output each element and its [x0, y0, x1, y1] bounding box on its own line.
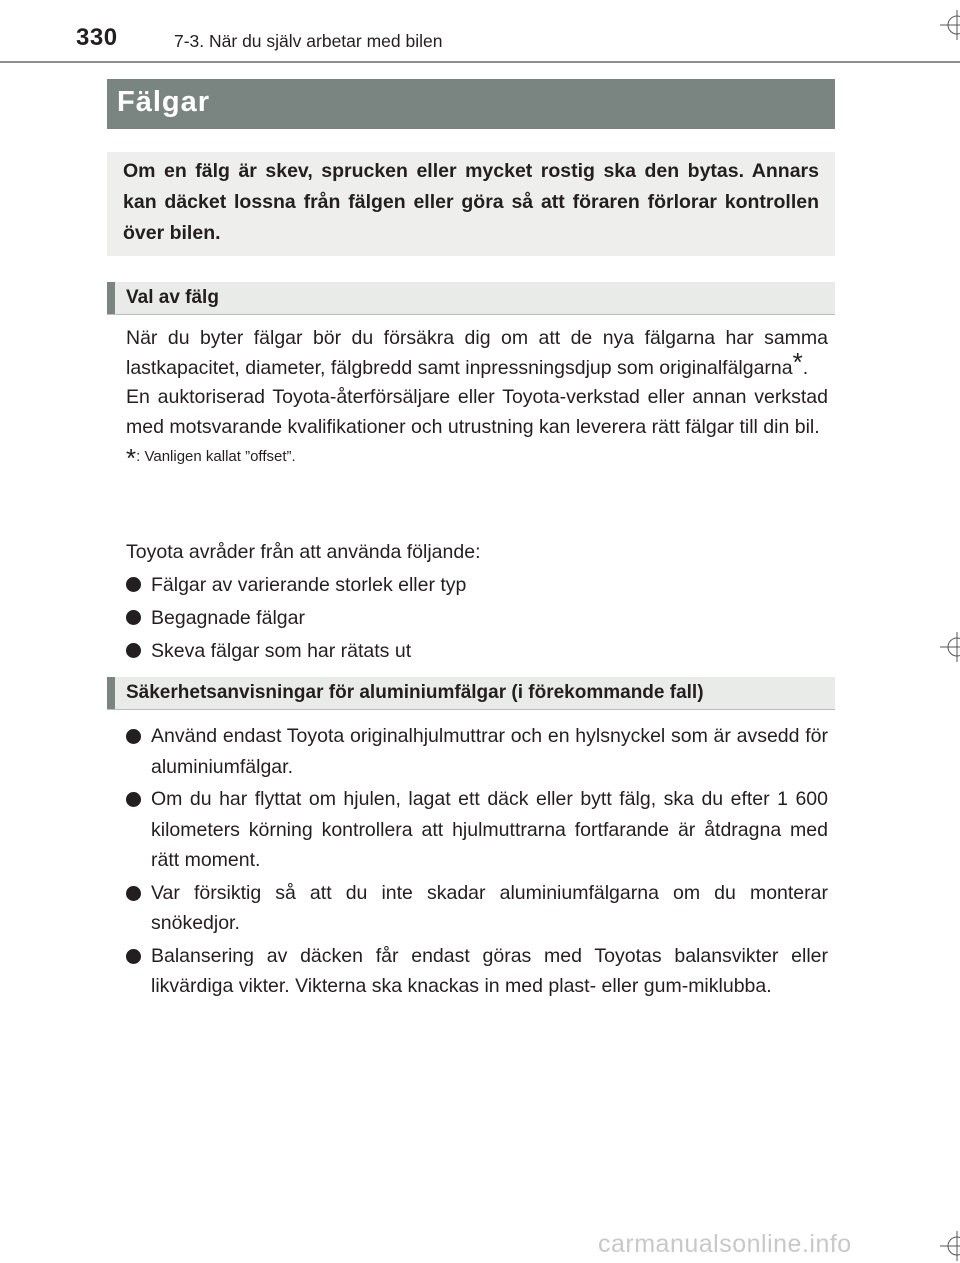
paragraph-end: .: [802, 356, 809, 379]
list-intro: Toyota avråder från att använda följande:: [126, 541, 481, 563]
bullet-icon: [126, 610, 141, 625]
list-item-text: Var försiktig så att du inte skadar aluminiumfälgarna om du monterar snökedjor.: [151, 881, 828, 934]
title-bar: [107, 79, 835, 129]
section-heading-bar: [107, 282, 835, 315]
bullet-icon: [126, 729, 141, 744]
list-item: [126, 941, 828, 1002]
list-item: [126, 721, 828, 782]
section-heading: Val av fälg: [126, 287, 219, 308]
footnote: [126, 442, 828, 473]
section2-body: [126, 721, 828, 1002]
footnote-text: : Vanligen kallat ”offset”.: [136, 448, 296, 465]
bullet-list: [126, 569, 828, 668]
paragraph: [126, 324, 828, 383]
list-item: [126, 784, 828, 876]
list-item-text: Skeva fälgar som har rätats ut: [151, 640, 412, 662]
warning-text: Om en fälg är skev, sprucken eller mycket rostig ska den bytas. Annars kan däcket lossna från fälgen eller göra så att föraren förlorar kontrollen över bilen.: [123, 160, 819, 244]
warning-box: [107, 152, 835, 256]
list-item: [126, 878, 828, 939]
bullet-icon: [126, 949, 141, 964]
paragraph: En auktoriserad Toyota-återförsäljare eller Toyota-verkstad eller annan verkstad med motsvarande kvalifikationer och utrustning kan leverera rätt fälgar till din bil.: [126, 386, 828, 438]
watermark: carmanualsonline.info: [598, 1230, 852, 1258]
list-item-text: Begagnade fälgar: [151, 607, 305, 629]
bullet-icon: [126, 643, 141, 658]
list-item-text: Balansering av däcken får endast göras med Toyotas balansvikter eller likvärdiga vikter. Vikterna ska knackas in med plast- eller gum-miklubba.: [151, 944, 828, 997]
list-item-text: Använd endast Toyota originalhjulmuttrar och en hylsnyckel som är avsedd för aluminiumfälgar.: [151, 725, 828, 778]
list-item-text: Fälgar av varierande storlek eller typ: [151, 574, 467, 596]
page-number: 330: [76, 24, 118, 51]
bullet-list: [126, 721, 828, 1002]
footnote-marker: *: [792, 346, 803, 377]
crop-mark-icon: [940, 8, 960, 42]
paragraph-text: När du byter fälgar bör du försäkra dig om att de nya fälgarna har samma lastkapacitet, diameter, fälgbredd samt inpressningsdjup som originalfälgarna: [126, 327, 828, 379]
list-item: [126, 602, 828, 635]
page-title: Fälgar: [117, 86, 211, 118]
section-header: 7-3. När du själv arbetar med bilen: [174, 31, 443, 51]
header-rule: [0, 61, 960, 63]
section-heading: Säkerhetsanvisningar för aluminiumfälgar (i förekommande fall): [126, 682, 704, 703]
section1-body: [126, 324, 828, 473]
footnote-star: *: [126, 443, 137, 473]
list-item: [126, 635, 828, 668]
crop-mark-icon: [940, 630, 960, 664]
bullet-icon: [126, 577, 141, 592]
bullet-icon: [126, 792, 141, 807]
bullet-icon: [126, 886, 141, 901]
crop-mark-icon: [940, 1229, 960, 1263]
section-heading-bar: [107, 677, 835, 710]
section1-list-block: [126, 536, 828, 668]
list-item-text: Om du har flyttat om hjulen, lagat ett däck eller bytt fälg, ska du efter 1 600 kilometers körning kontrollera att hjulmuttrarna fortfarande är åtdragna med rätt moment.: [151, 788, 828, 871]
list-item: [126, 569, 828, 602]
